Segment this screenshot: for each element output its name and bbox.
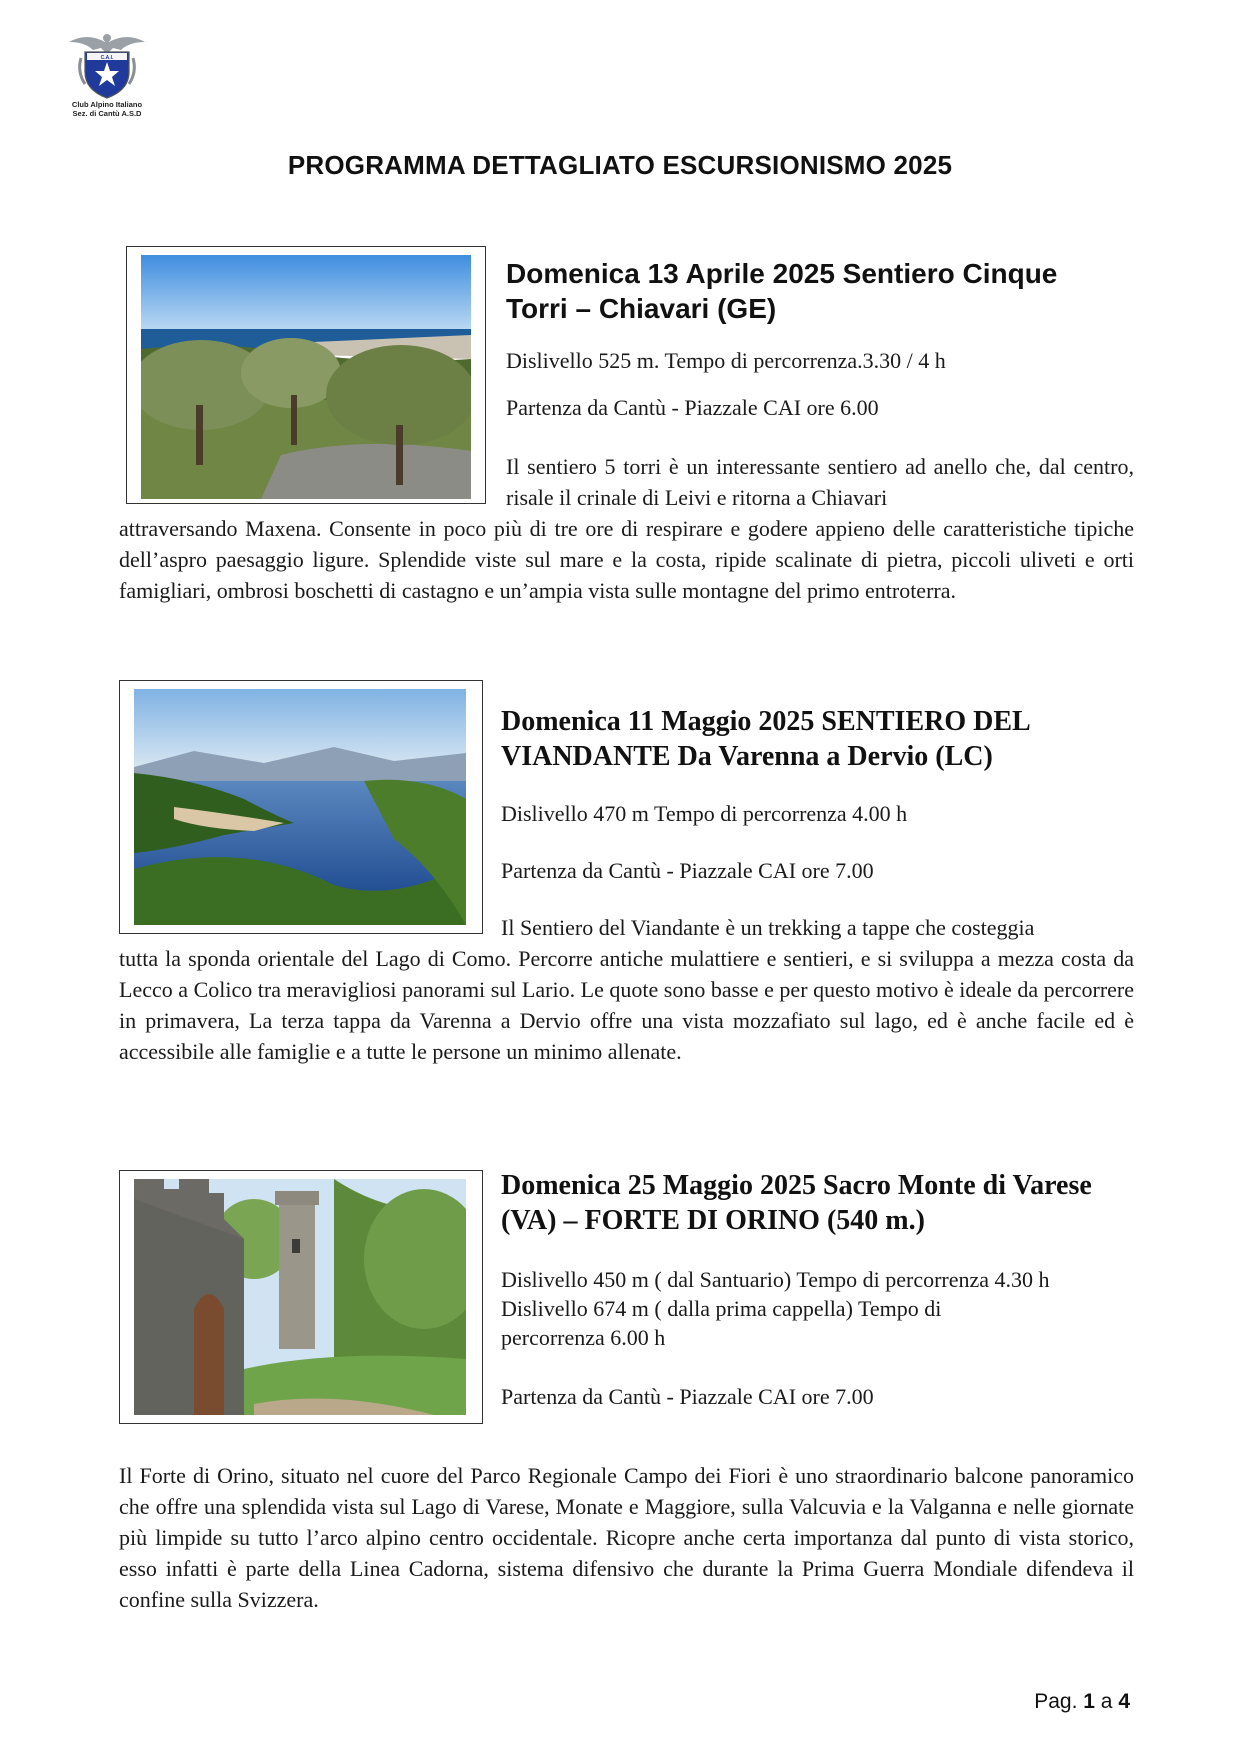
event-2-title-line2: VIANDANTE Da Varenna a Dervio (LC) bbox=[501, 741, 993, 772]
page-number-total: 4 bbox=[1118, 1690, 1130, 1713]
cai-logo bbox=[62, 28, 152, 128]
event-2-photo bbox=[119, 680, 483, 934]
event-3-detail-elevation-1: Dislivello 450 m ( dal Santuario) Tempo di percorrenza 4.30 h bbox=[501, 1267, 1050, 1292]
event-1-detail-departure: Partenza da Cantù - Piazzale CAI ore 6.00 bbox=[506, 395, 879, 420]
logo-caption-line2: Sez. di Cantù A.S.D bbox=[72, 109, 142, 118]
event-2-detail-departure: Partenza da Cantù - Piazzale CAI ore 7.00 bbox=[501, 858, 874, 883]
page-title: PROGRAMMA DETTAGLIATO ESCURSIONISMO 2025 bbox=[287, 150, 953, 180]
event-3-detail-departure: Partenza da Cantù - Piazzale CAI ore 7.00 bbox=[501, 1384, 874, 1409]
event-2-detail-elevation: Dislivello 470 m Tempo di percorrenza 4.00 h bbox=[501, 801, 908, 826]
event-1-title bbox=[506, 256, 1146, 326]
logo-caption-line1: Club Alpino Italiano bbox=[71, 100, 143, 109]
event-1-detail-elevation: Dislivello 525 m. Tempo di percorrenza.3.30 / 4 h bbox=[506, 348, 946, 373]
event-3-title-line1: Domenica 25 Maggio 2025 Sacro Monte di Varese bbox=[501, 1170, 1092, 1201]
event-1-title-line1: Domenica 13 Aprile 2025 Sentiero Cinque bbox=[506, 258, 1058, 289]
event-2-title bbox=[501, 704, 1141, 774]
event-1-title-line2: Torri – Chiavari (GE) bbox=[506, 293, 777, 324]
event-1-paragraph: attraversando Maxena. Consente in poco più di tre ore di respirare e godere appieno delle caratteristiche tipiche dell’aspro paesaggio ligure. Splendide viste sul mare e la costa, ripide scalinate di pietra, piccoli uliveti e orti famigliari, ombrosi boschetti di castagno e un’ampia vista sulle montagne del primo entroterra. bbox=[119, 516, 1134, 603]
event-3-detail-elevation-3: percorrenza 6.00 h bbox=[501, 1325, 666, 1350]
cai-eagle-emblem-icon bbox=[67, 28, 147, 100]
page-number-current: 1 bbox=[1083, 1690, 1095, 1713]
page-number bbox=[1034, 1690, 1130, 1714]
event-2-paragraph-side: Il Sentiero del Viandante è un trekking a tappe che costeggia bbox=[501, 915, 1035, 940]
event-3-photo bbox=[119, 1170, 483, 1424]
event-1-photo bbox=[126, 246, 486, 504]
event-3-title bbox=[501, 1168, 1161, 1238]
page-number-prefix: Pag. bbox=[1034, 1690, 1078, 1713]
event-2-title-line1: Domenica 11 Maggio 2025 SENTIERO DEL bbox=[501, 706, 1031, 737]
svg-text:C.A.I.: C.A.I. bbox=[100, 55, 114, 61]
page-number-separator: a bbox=[1100, 1690, 1113, 1713]
event-3-title-line2: (VA) – FORTE DI ORINO (540 m.) bbox=[501, 1205, 925, 1236]
event-3-paragraph: Il Forte di Orino, situato nel cuore del Parco Regionale Campo dei Fiori è uno straordinario balcone panoramico che offre una splendida vista sul Lago di Varese, Monate e Maggiore, sulla Valcuvia e la Valganna e nelle giornate più limpide su tutto l’arco alpino centro occidentale. Ricopre anche certa importanza dal punto di vista storico, esso infatti è parte della Linea Cadorna, sistema difensivo che durante la Prima Guerra Mondiale difendeva il confine sulla Svizzera. bbox=[119, 1463, 1134, 1612]
event-1-paragraph-side: Il sentiero 5 torri è un interessante sentiero ad anello che, dal centro, risale il crinale di Leivi e ritorna a Chiavari bbox=[506, 454, 1134, 510]
event-3-detail-elevation-2: Dislivello 674 m ( dalla prima cappella) Tempo di bbox=[501, 1296, 942, 1321]
event-2-paragraph: tutta la sponda orientale del Lago di Como. Percorre antiche mulattiere e sentieri, e si sviluppa a mezza costa da Lecco a Colico tra meravigliosi panorami sul Lario. Le quote sono basse e per questo motivo è ideale da percorrere in primavera, La terza tappa da Varenna a Dervio offre una vista mozzafiato sul lago, ed è anche facile ed è accessibile alle famiglie e a tutte le persone un minimo allenate. bbox=[119, 946, 1134, 1064]
